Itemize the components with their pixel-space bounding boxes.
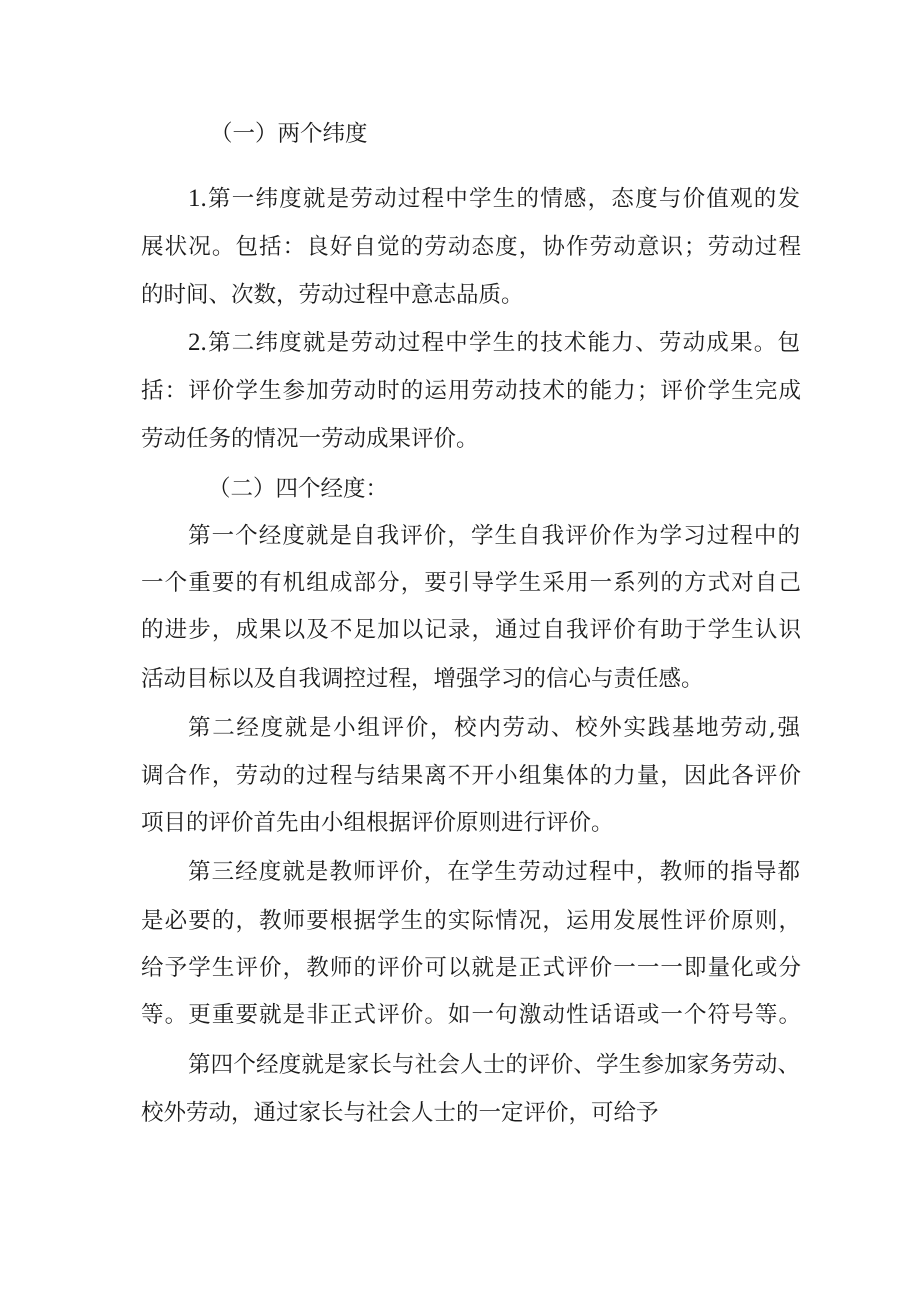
item-2-line-3: 劳动任务的情况一劳动成果评价。 xyxy=(141,426,479,452)
para-2-line-1: 第二经度就是小组评价，校内劳动、校外实践基地劳动,强 xyxy=(188,715,800,741)
para-3-line-2: 是必要的，教师要根据学生的实际情况，运用发展性评价原则， xyxy=(141,908,801,934)
item-2-line-1 xyxy=(188,327,800,359)
item-1-number: 1. xyxy=(188,185,207,212)
item-1-line-3: 的时间、次数，劳动过程中意志品质。 xyxy=(141,282,524,308)
para-3-line-1: 第三经度就是教师评价，在学生劳动过程中，教师的指导都 xyxy=(188,859,800,885)
section-heading-2: （二）四个经度： xyxy=(208,476,389,502)
para-1-line-4: 活动目标以及自我调控过程，增强学习的信心与责任感。 xyxy=(141,666,704,692)
item-2-line-2: 括：评价学生参加劳动时的运用劳动技术的能力；评价学生完成 xyxy=(141,378,801,404)
para-4-line-1: 第四个经度就是家长与社会人士的评价、学生参加家务劳动、 xyxy=(188,1052,800,1078)
para-1-line-3: 的进步，成果以及不足加以记录，通过自我评价有助于学生认识 xyxy=(141,617,801,643)
item-1-text-1: 第一纬度就是劳动过程中学生的情感，态度与价值观的发 xyxy=(206,186,800,212)
para-2-line-2: 调合作，劳动的过程与结果离不开小组集体的力量，因此各评价 xyxy=(141,763,801,789)
section-heading-1: （一）两个纬度 xyxy=(210,121,368,147)
item-2-text-1: 第二纬度就是劳动过程中学生的技术能力、劳动成果。包 xyxy=(206,330,800,356)
para-3-line-3: 给予学生评价，教师的评价可以就是正式评价一一一即量化或分 xyxy=(141,955,801,981)
para-2-line-3: 项目的评价首先由小组根据评价原则进行评价。 xyxy=(141,810,614,836)
para-1-line-2: 一个重要的有机组成部分，要引导学生采用一系列的方式对自己 xyxy=(141,570,801,596)
item-1-line-1 xyxy=(188,183,800,215)
para-4-line-2: 校外劳动，通过家长与社会人士的一定评价，可给予 xyxy=(141,1100,659,1126)
para-1-line-1: 第一个经度就是自我评价，学生自我评价作为学习过程中的 xyxy=(188,523,800,549)
item-2-number: 2. xyxy=(188,329,207,356)
item-1-line-2: 展状况。包括：良好自觉的劳动态度，协作劳动意识；劳动过程 xyxy=(141,234,801,260)
para-3-line-4: 等。更重要就是非正式评价。如一句激动性话语或一个符号等。 xyxy=(141,1002,801,1028)
